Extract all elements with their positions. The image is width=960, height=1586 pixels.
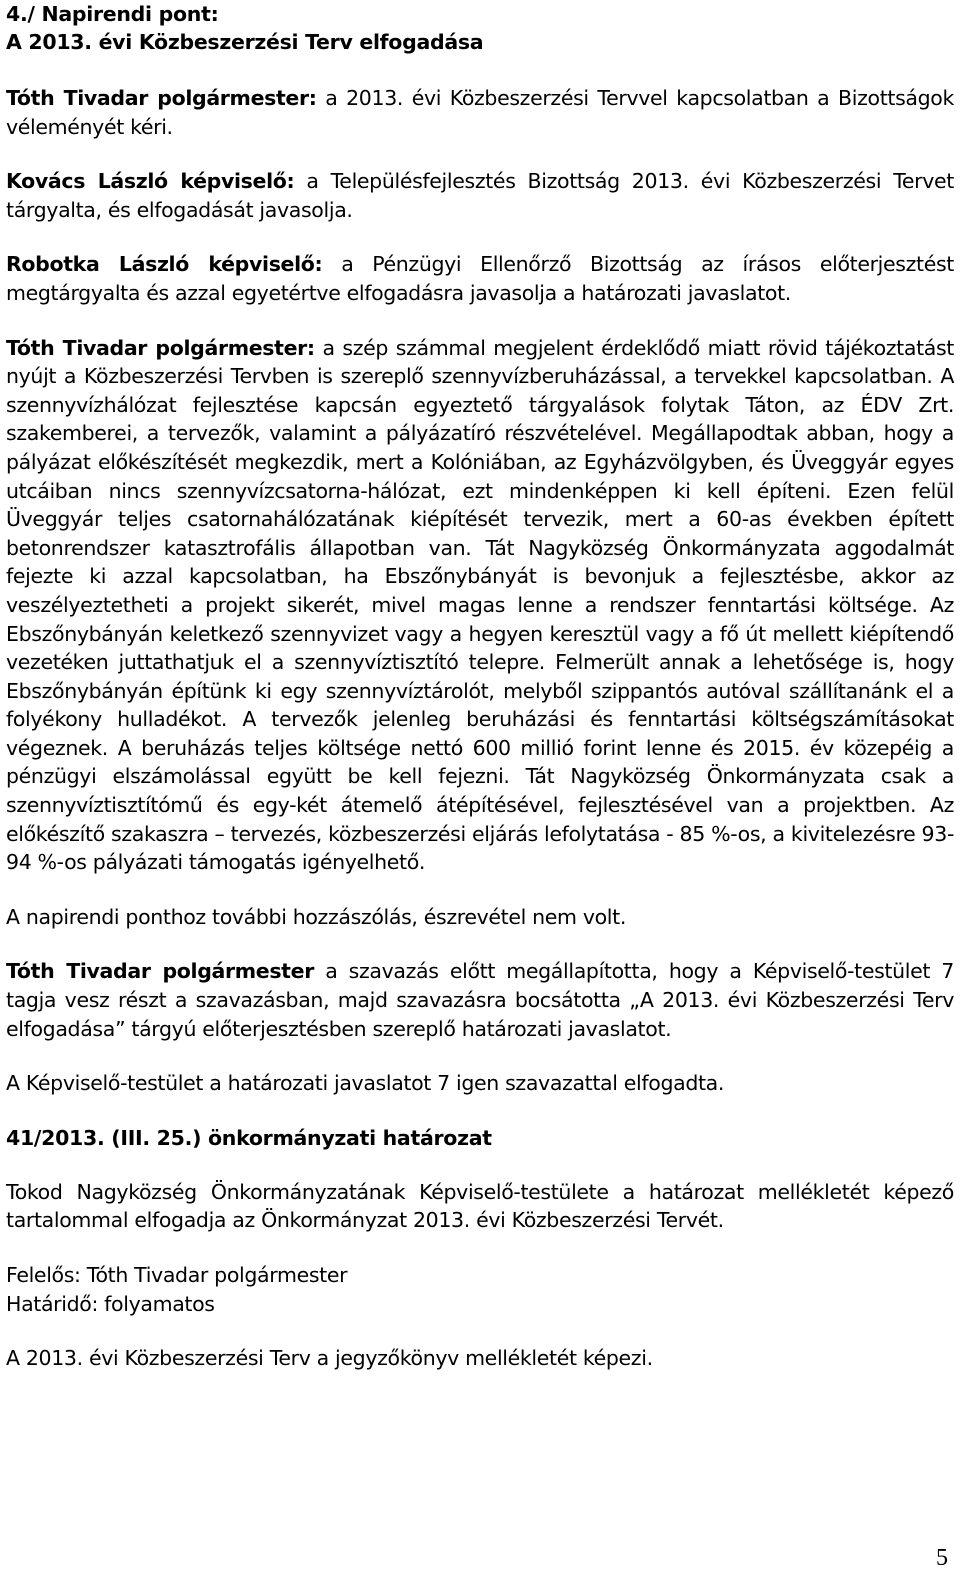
paragraph-text: A Képviselő-testület a határozati javaslatot 7 igen szavazattal elfogadta. bbox=[6, 1071, 725, 1096]
paragraph-text: a Pénzügyi Ellenőrző Bizottság az írásos előterjesztést megtárgyalta és azzal egyetértve elfogadásra javasolja a határozati javaslatot. bbox=[6, 252, 954, 305]
speaker-name: Robotka László képviselő: bbox=[6, 252, 323, 277]
resolution-responsible: Felelős: Tóth Tivadar polgármester bbox=[6, 1263, 348, 1287]
paragraph-text: a szép számmal megjelent érdeklődő miatt rövid tájékoztatást nyújt a Közbeszerzési Tervben is szereplő szennyvízberuházással, a tervekkel kapcsolatban. A szennyvízhálózat fejlesztése kapcsán egyeztető tárgyalások folytak Táton, az ÉDV Zrt. szakemberei, a tervezők, valamint a pályázatíró részvételével. Megállapodtak abban, hogy a pályázat előkészítését megkezdik, mert a Kolóniában, az Egyházvölgyben, és Üveggyár egyes utcáiban nincs szennyvízcsatorna-hálózat, ezt mindenképpen ki kell építeni. Ezen felül Üveggyár teljes csatornahálózatának kiépítését tervezik, mert a 60-as években épített betonrendszer katasztrofális állapotban van. Tát Nagyközség Önkormányzata aggodalmát fejezte ki azzal kapcsolatban, ha Ebszőnybányát is bevonjuk a fejlesztésbe, akkor az veszélyeztetheti a projekt sikerét, mivel magas lenne a rendszer fenntartási költsége. Az Ebszőnybányán keletkező szennyvizet vagy a hegyen keresztül vagy a fő út mellett kiépítendő vezetéken juttathatjuk el a szennyvíztisztító telepre. Felmerült annak a lehetősége is, hogy Ebszőnybányán építünk ki egy szennyvíztárolót, melyből szippantós autóval szállítanánk el a folyékony hulladékot. A tervezők jelenleg beruházási és fenntartási költségszámításokat végeznek. A beruházás teljes költsége nettó 600 millió forint lenne és 2015. év közepéig a pénzügyi elszámolással együtt be kell fejezni. Tát Nagyközség Önkormányzata csak a szennyvíztisztítómű és egy-két átemelő átépítésével, fejlesztésével van a projektben. Az előkészítő szakaszra – tervezés, közbeszerzési eljárás lefolytatása - 85 %-os, a kivitelezésre 93-94 %-os pályázati támogatás igényelhető. bbox=[6, 335, 954, 875]
resolution-deadline: Határidő: folyamatos bbox=[6, 1291, 215, 1316]
speaker-name: Kovács László képviselő: bbox=[6, 169, 295, 194]
speaker-name: Tóth Tivadar polgármester: bbox=[6, 335, 315, 360]
agenda-title: A 2013. évi Közbeszerzési Terv elfogadása bbox=[6, 30, 484, 54]
paragraph-text: a szavazás előtt megállapította, hogy a Képviselő-testület 7 tagja vesz részt a szavazásban, majd szavazásra bocsátotta „A 2013. évi Közbeszerzési Terv elfogadása” tárgyú előterjesztésben szereplő határozati javaslatot. bbox=[6, 959, 954, 1041]
agenda-item-number: 4./ Napirendi pont: bbox=[6, 2, 219, 26]
paragraph-text: a Településfejlesztés Bizottság 2013. évi Közbeszerzési Tervet tárgyalta, és elfogadását javasolja. bbox=[6, 169, 954, 222]
speaker-name: Tóth Tivadar polgármester bbox=[6, 959, 314, 984]
paragraph-text: a 2013. évi Közbeszerzési Tervvel kapcsolatban a Bizottságok véleményét kéri. bbox=[6, 86, 954, 139]
page-number: 5 bbox=[936, 1545, 948, 1571]
annex-note: A 2013. évi Közbeszerzési Terv a jegyzőkönyv mellékletét képezi. bbox=[6, 1346, 653, 1371]
paragraph-1 bbox=[6, 84, 954, 141]
paragraph-6 bbox=[6, 957, 954, 1043]
paragraph-text: A napirendi ponthoz további hozzászólás, észrevétel nem volt. bbox=[6, 904, 627, 929]
paragraph-3 bbox=[6, 250, 954, 307]
resolution-text: Tokod Nagyközség Önkormányzatának Képviselő-testülete a határozat mellékletét képező tartalommal elfogadja az Önkormányzat 2013. évi Közbeszerzési Tervét. bbox=[6, 1179, 954, 1233]
resolution-number: 41/2013. (III. 25.) önkormányzati határozat bbox=[6, 1125, 492, 1150]
speaker-name: Tóth Tivadar polgármester: bbox=[6, 86, 317, 110]
document-page bbox=[6, 0, 954, 1373]
paragraph-7 bbox=[6, 1069, 954, 1098]
paragraph-4 bbox=[6, 334, 954, 877]
paragraph-2 bbox=[6, 167, 954, 224]
paragraph-5 bbox=[6, 903, 954, 932]
